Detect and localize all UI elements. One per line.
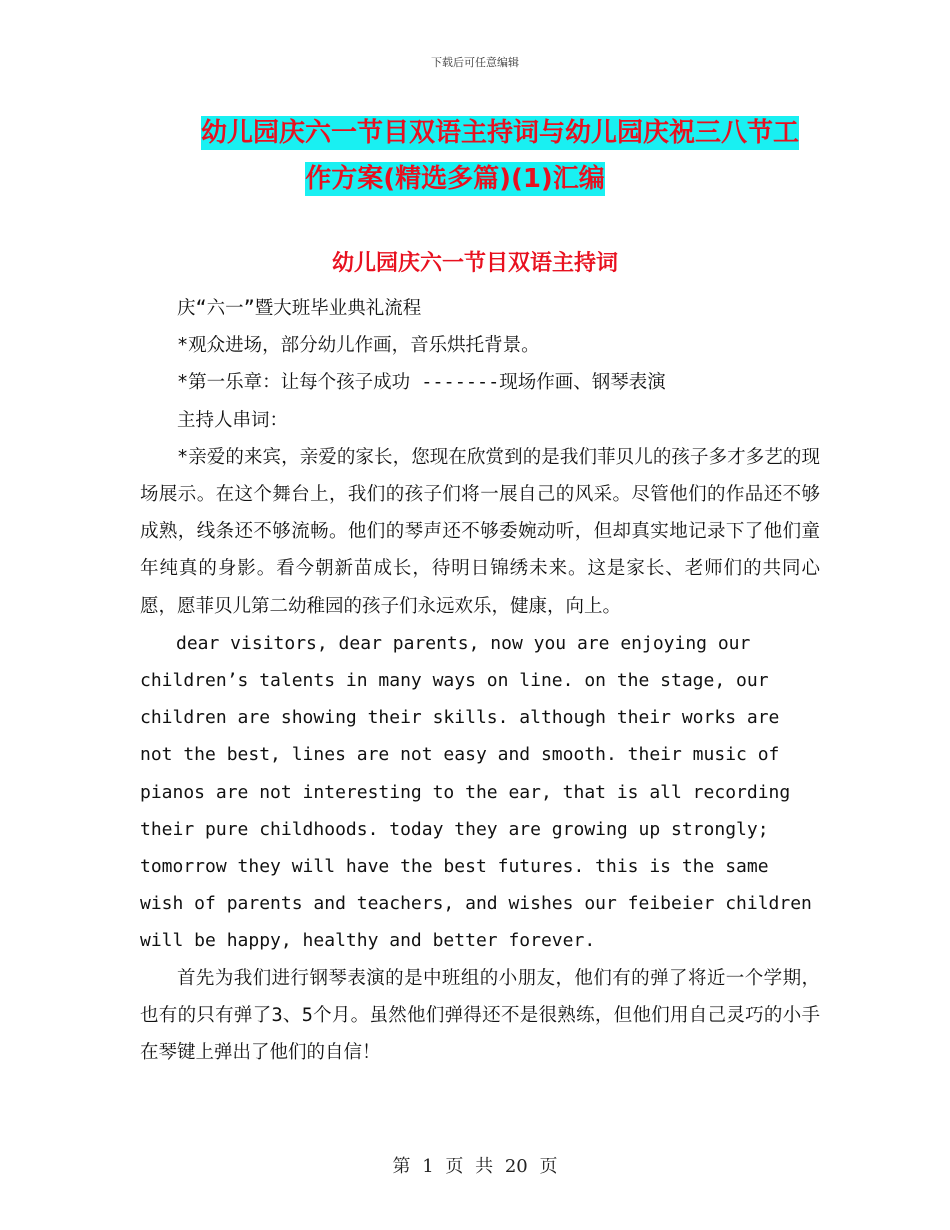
paragraph-host-chinese: *亲爱的来宾，亲爱的家长，您现在欣赏到的是我们菲贝儿的孩子多才多艺的现场展示。在这个舞台上，我们的孩子们将一展自己的风采。尽管他们的作品还不够成熟，线条还不够流畅。他们的琴声还不够委婉动听，但却真实地记录下了他们童年纯真的身影。看今朝新苗成长，待明日锦绣未来。这是家长、老师们的共同心愿，愿菲贝儿第二幼稚园的孩子们永远欢乐，健康，向上。	[140, 446, 820, 617]
document-title	[0, 110, 950, 202]
paragraph-host-lines-label: 主持人串词：	[177, 409, 289, 431]
section-title: 幼儿园庆六一节目双语主持词	[331, 251, 618, 276]
page-footer: 第 1 页 共 20 页	[392, 1156, 558, 1177]
paragraph-host-english: dear visitors, dear parents, now you are enjoying our children’s talents in many ways on line. on the stage, our children are showing their skills. although their works are not the best, lines are not easy and smooth. their music of pianos are not interesting to the ear, that is all recording their pure childhoods. today they are growing up strongly; tomorrow they will have the best futures. this is the same wish of parents and teachers, and wishes our feibeier children will be happy, healthy and better forever.	[140, 632, 812, 952]
paragraph-ceremony-flow: 庆“六一”暨大班毕业典礼流程	[177, 298, 422, 319]
body-text	[140, 290, 820, 1071]
header-note: 下载后可任意编辑	[431, 56, 519, 69]
document-title-line-2: 作方案(精选多篇)(1)汇编	[305, 164, 605, 194]
paragraph-piano-intro: 首先为我们进行钢琴表演的是中班组的小朋友，他们有的弹了将近一个学期，也有的只有弹了3、5个月。虽然他们弹得还不是很熟练，但他们用自己灵巧的小手在琴键上弹出了他们的自信！	[140, 967, 820, 1064]
paragraph-first-movement: *第一乐章：让每个孩子成功 -------现场作画、钢琴表演	[177, 372, 666, 394]
paragraph-audience-entry: *观众进场，部分幼儿作画，音乐烘托背景。	[177, 335, 540, 357]
document-title-line-1: 幼儿园庆六一节目双语主持词与幼儿园庆祝三八节工	[200, 118, 799, 148]
